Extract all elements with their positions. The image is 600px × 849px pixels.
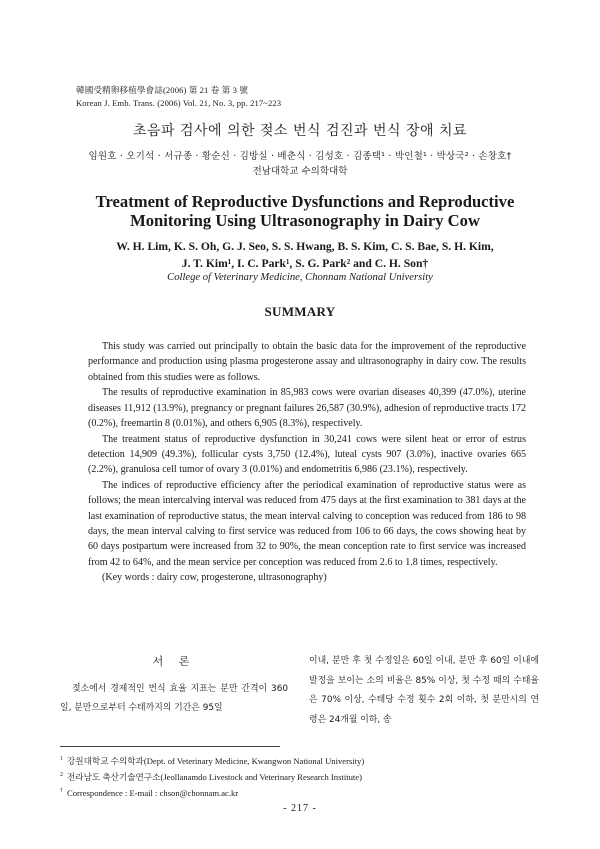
footnote-mark: † [60,787,63,794]
english-title-line-2: Monitoring Using Ultrasonography in Dairy Cow [130,211,480,230]
footnote-text: 강원대학교 수의학과(Dept. of Veterinary Medicine, Kwangwon National University) [67,755,365,766]
english-title [40,192,570,230]
english-authors-line-1: W. H. Lim, K. S. Oh, G. J. Seo, S. S. Hwang, B. S. Kim, C. S. Bae, S. H. Kim, [116,240,494,253]
intro-paragraph-right: 이내, 분만 후 첫 수정일은 60일 이내, 분만 후 60일 이내에 발정을 보이는 소의 비율은 85% 이상, 첫 수정 때의 수태율은 70% 이상, 수태당 수정 횟수 2회 이하, 첫 분만시의 연령은 24개월 이하, 송 [309,656,539,725]
intro-paragraph-left: 젖소에서 경제적인 번식 효율 지표는 분만 간격이 360일, 분만으로부터 수태까지의 기간은 95일 [60,683,288,713]
footnote-1 [60,752,364,768]
korean-authors: 임원호 · 오기석 · 서규종 · 황순신 · 김방실 · 배춘식 · 김성호 · 김종택¹ · 박인철¹ · 박상국² · 손창호† [88,151,512,162]
korean-title: 초음파 검사에 의한 젖소 번식 검진과 번식 장애 치료 [132,123,468,139]
korean-affiliation: 전남대학교 수의학대학 [252,166,348,177]
journal-citation [76,84,281,110]
abstract-body [88,339,526,586]
abstract-paragraph: The results of reproductive examination in 85,983 cows were ovarian diseases 40,399 (47.0%), uterine diseases 11,912 (13.9%), pregnancy or pregnant failures 26,587 (30.9%), adhesion of reproductive tracts 172 (0.2%), freemartin 8 (0.01%), and others 6,905 (8.3%), respectively. [88,387,526,429]
intro-left-column [60,652,288,719]
footnote-correspondence [60,784,364,800]
journal-citation-en: Korean J. Emb. Trans. (2006) Vol. 21, No. 3, pp. 217~223 [76,98,282,108]
footnote-mark: 1 [60,756,63,762]
footnote-text: 전라남도 축산기술연구소(Jeollanamdo Livestock and Veterinary Research Institute) [67,771,362,782]
footnotes [60,752,364,800]
abstract-paragraph: The treatment status of reproductive dysfunction in 30,241 cows were silent heat or error of estrus detection 14,909 (49.3%), follicular cysts 3,750 (12.4%), luteal cysts 907 (3.0%), inactive ovaries 665 (2.2%), granulosa cell tumor of ovary 3 (0.01%) and endometritis 6,986 (23.1%), respectively. [88,433,526,476]
page-number: - 217 - [283,803,317,814]
english-title-line-1: Treatment of Reproductive Dysfunctions and Reproductive [95,192,515,211]
college-affiliation: College of Veterinary Medicine, Chonnam National University [167,272,433,283]
intro-right-column [309,652,539,730]
footnote-rule [60,746,280,747]
key-words: (Key words : dairy cow, progesterone, ultrasonography) [102,572,327,584]
abstract-paragraph: This study was carried out principally to obtain the basic data for the improvement of the reproductive performance and production using plasma progesterone assay and ultrasonography in dairy cow. The results obtained from this studies were as follows. [88,341,526,383]
abstract-paragraph: The indices of reproductive efficiency after the periodical examination of reproductive status were as follows; the mean intercalving interval was reduced from 475 days at the first examination to 381 days at the last examination of reproductive status, the mean interval calving to conception was reduced from 186 to 98 days, the mean interval calving to first service was reduced from 106 to 66 days, the cows showing heat by 60 days postpartum were increased from 32 to 90%, the mean conception rate to first service was increased from 42 to 64%, and the mean service per conception was reduced from 2.6 to 1.8 times, respectively. [88,480,526,568]
introduction-heading: 서 론 [152,655,196,668]
footnote-text: Correspondence : E-mail : chson@chonnam.ac.kr [67,787,239,798]
journal-citation-ko: 韓國受精卵移植學會誌(2006) 第 21 卷 第 3 號 [76,85,248,95]
footnote-mark: 2 [60,771,63,778]
footnote-2 [60,768,364,784]
summary-heading: SUMMARY [264,304,336,319]
english-authors [60,238,550,272]
english-authors-line-2: J. T. Kim¹, I. C. Park¹, S. G. Park² and C. H. Son† [181,257,429,270]
